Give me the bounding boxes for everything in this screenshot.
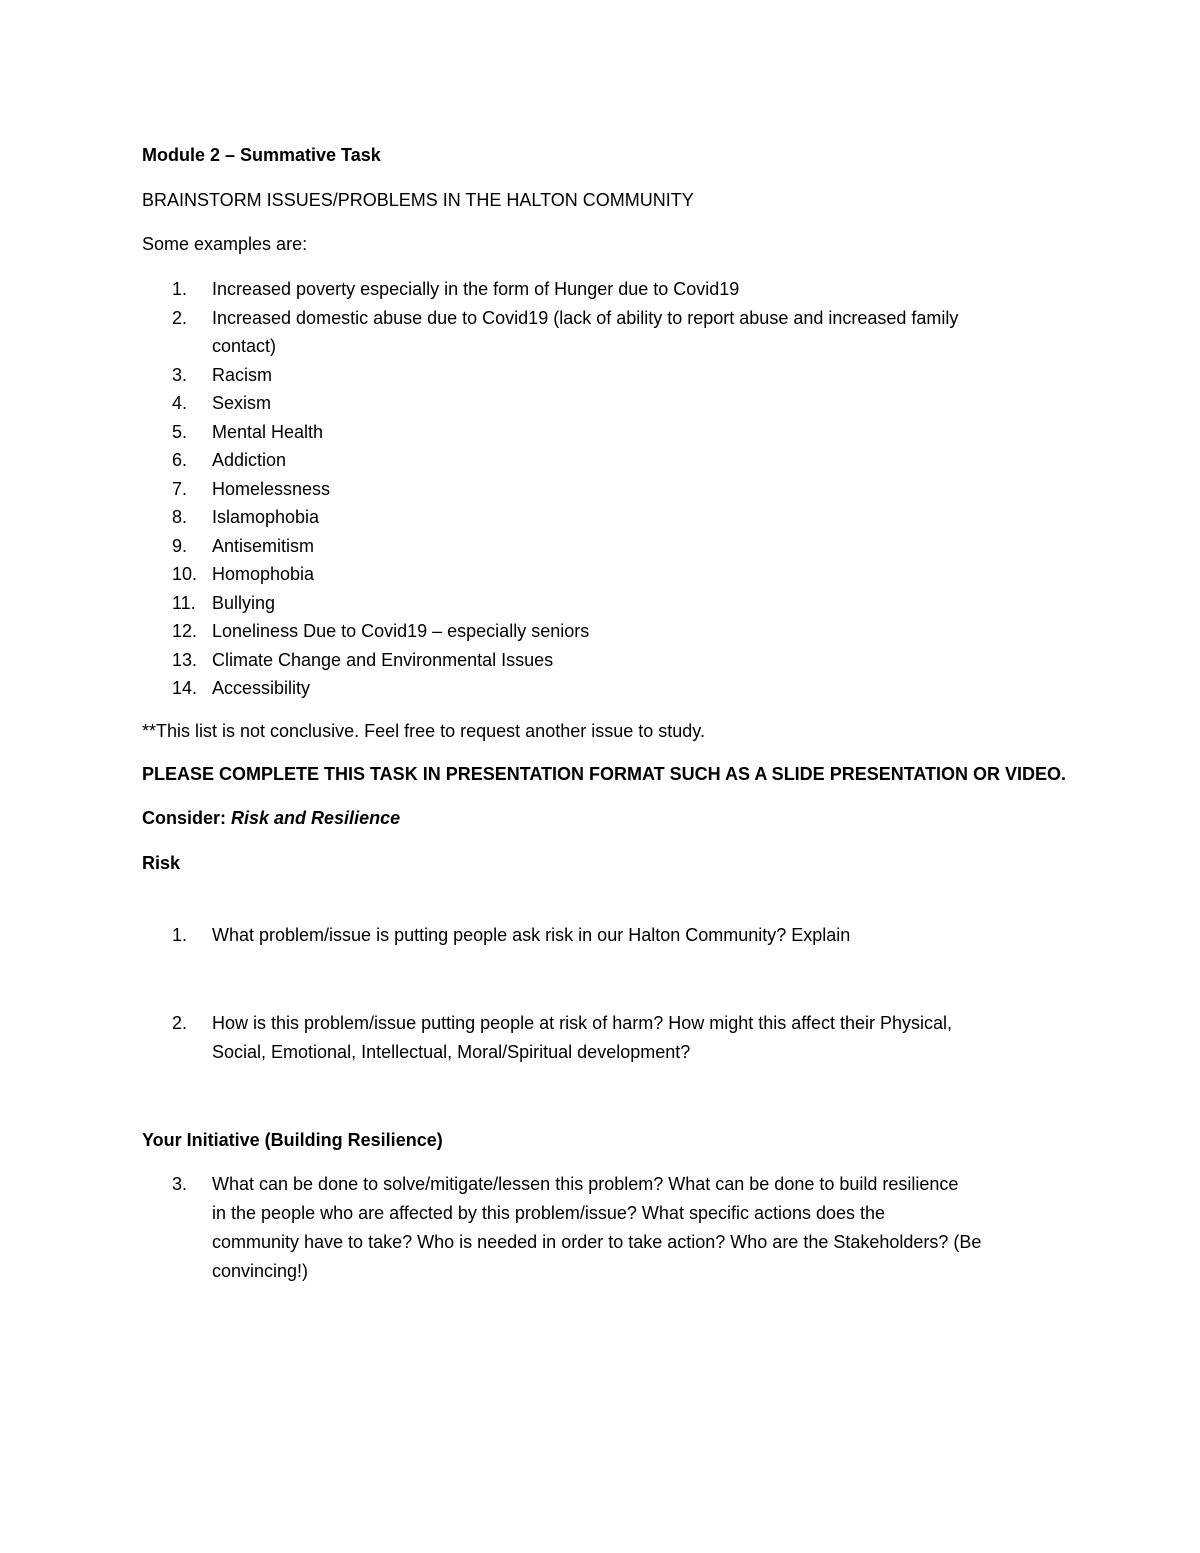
list-item: 7. Homelessness [172, 478, 331, 499]
list-item: 13. Climate Change and Environmental Issues [172, 649, 554, 670]
list-item: 5. Mental Health [172, 421, 324, 442]
initiative-heading: Your Initiative (Building Resilience) [142, 1130, 443, 1150]
list-item: 2. Increased domestic abuse due to Covid19 (lack of ability to report abuse and increased family contact) [172, 307, 959, 356]
list-item: 9. Antisemitism [172, 535, 315, 556]
list-item: 14. Accessibility [172, 678, 311, 698]
document-subtitle: BRAINSTORM ISSUES/PROBLEMS IN THE HALTON COMMUNITY [142, 190, 694, 210]
risk-heading: Risk [142, 853, 181, 873]
question-2: 2. How is this problem/issue putting people at risk of harm? How might this affect their Physical, Social, Emotional, Intellectual, Moral/Spiritual development? [172, 1013, 952, 1062]
list-item: 8. Islamophobia [172, 507, 320, 527]
consider-label: Consider: [142, 808, 232, 828]
consider-value: Risk and Resilience [231, 808, 401, 828]
list-item: 4. Sexism [172, 393, 272, 413]
list-item: 6. Addiction [172, 450, 287, 470]
list-item: 1. Increased poverty especially in the form of Hunger due to Covid19 [172, 279, 740, 299]
examples-list [172, 275, 958, 703]
list-item: 10. Homophobia [172, 564, 315, 584]
question-3: 3. What can be done to solve/mitigate/lessen this problem? What can be done to build resilience in the people who are affected by this problem/issue? What specific actions does the community have to take? Who is needed in order to take action? Who are the Stakeholders? (Be convincing!) [172, 1174, 982, 1281]
consider-line [142, 806, 400, 830]
document-title: Module 2 – Summative Task [142, 145, 381, 165]
examples-intro: Some examples are: [142, 234, 308, 254]
list-item: 12. Loneliness Due to Covid19 – especially seniors [172, 621, 590, 641]
list-item: 11. Bullying [172, 592, 276, 613]
list-note: **This list is not conclusive. Feel free to request another issue to study. [142, 721, 705, 741]
question-1: 1. What problem/issue is putting people ask risk in our Halton Community? Explain [172, 925, 851, 945]
list-item: 3. Racism [172, 364, 273, 385]
presentation-instruction: PLEASE COMPLETE THIS TASK IN PRESENTATION FORMAT SUCH AS A SLIDE PRESENTATION OR VIDEO. [142, 764, 1067, 784]
